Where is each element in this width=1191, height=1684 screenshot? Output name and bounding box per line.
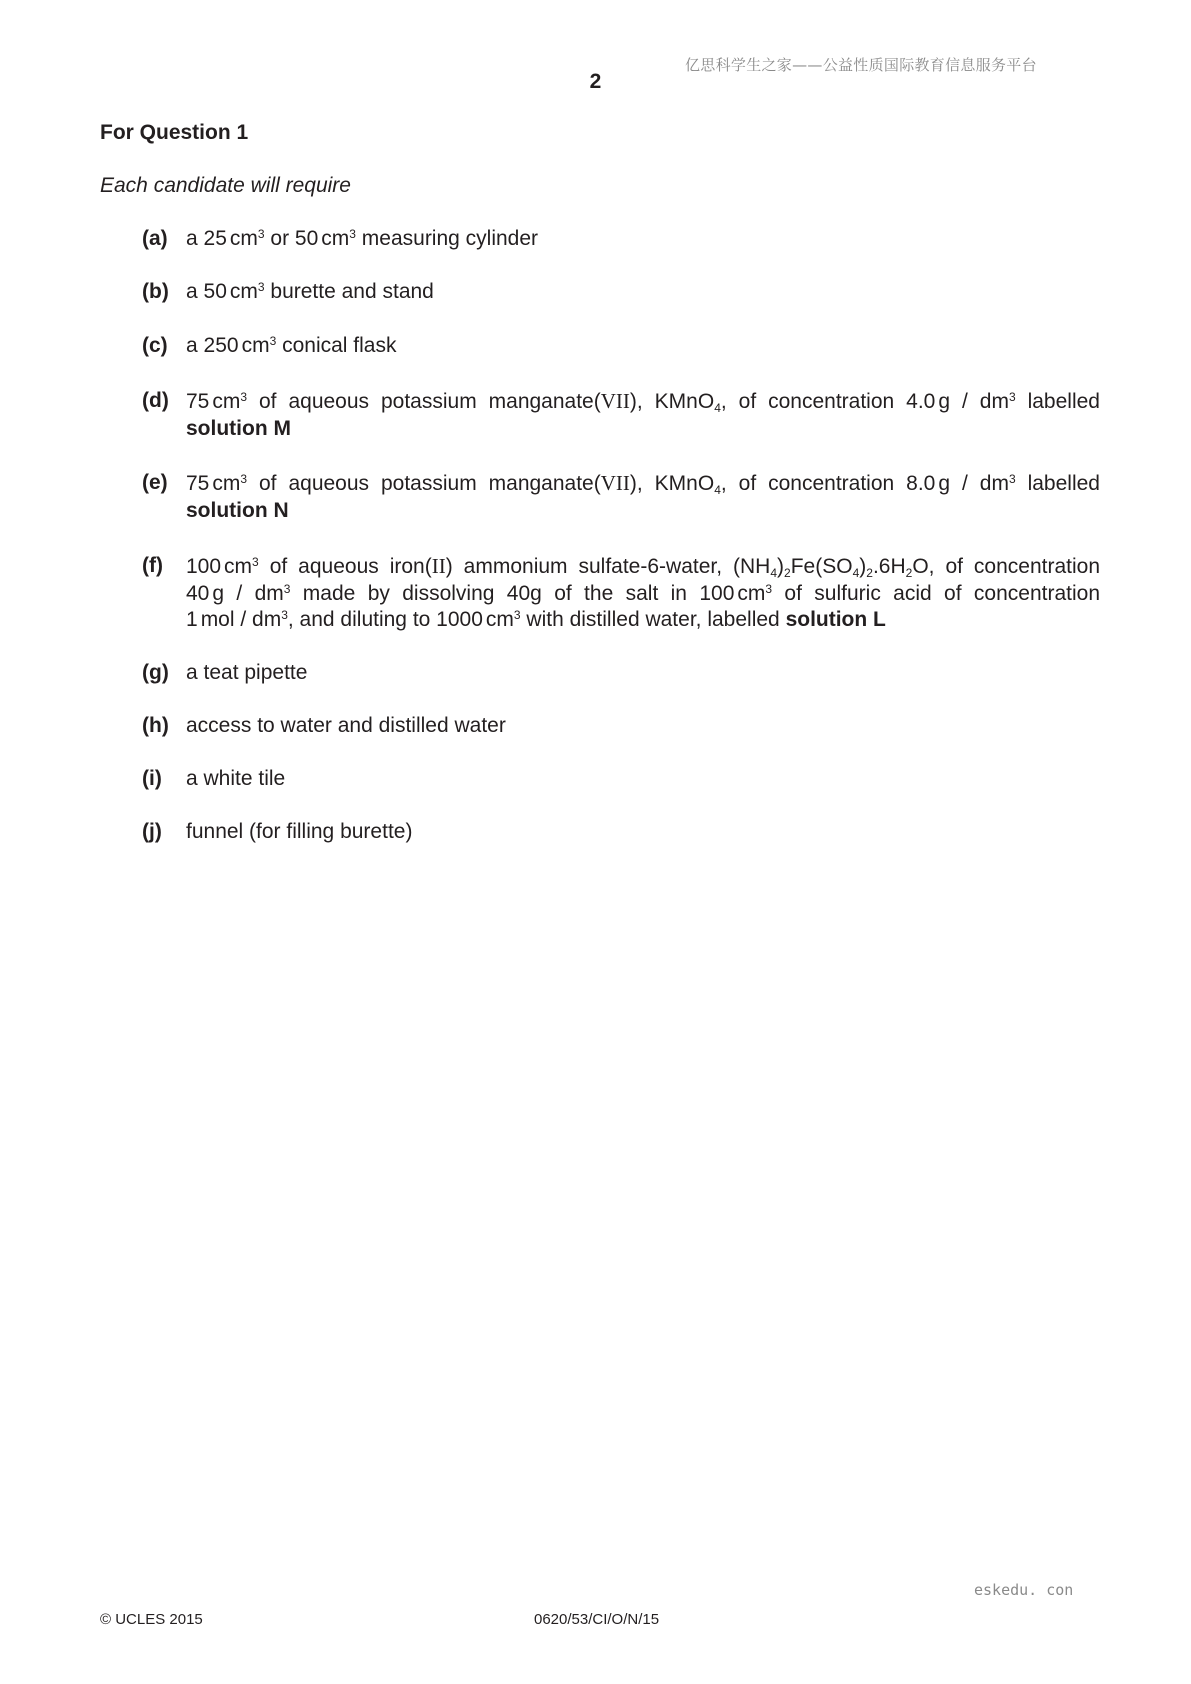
item-text: 75 $cm^3$ of aqueous potassium manganate(VII), KMnO$_4$, of concentration 8.0 g / $dm^3$ labelled solution N bbox=[186, 471, 1100, 522]
list-item-g bbox=[142, 660, 1100, 687]
list-item-i bbox=[142, 766, 1100, 793]
solution-label: solution L bbox=[785, 608, 886, 631]
item-text: a 25 $cm^3$ or 50 $cm^3$ measuring cylinder bbox=[186, 227, 539, 250]
item-label: (d) bbox=[142, 389, 169, 412]
document-code-footer: 0620/53/CI/O/N/15 bbox=[534, 1611, 660, 1628]
item-text: a white tile bbox=[186, 767, 286, 790]
list-item-d bbox=[142, 388, 1100, 442]
item-label: (i) bbox=[142, 767, 162, 790]
item-text: 75 $cm^3$ of aqueous potassium manganate(VII), KMnO$_4$, of concentration 4.0 g / $dm^3$ labelled solution M bbox=[186, 389, 1100, 440]
list-item-c bbox=[142, 333, 1100, 360]
item-text: access to water and distilled water bbox=[186, 714, 506, 737]
item-text: a 50 $cm^3$ burette and stand bbox=[186, 280, 434, 303]
item-label: (b) bbox=[142, 280, 169, 303]
item-label: (h) bbox=[142, 714, 169, 737]
intro-text: Each candidate will require bbox=[100, 174, 351, 197]
solution-label: solution M bbox=[186, 416, 291, 440]
item-text: a teat pipette bbox=[186, 661, 308, 684]
list-item-a bbox=[142, 226, 1100, 253]
item-label: (g) bbox=[142, 661, 169, 684]
list-item-e bbox=[142, 470, 1100, 524]
watermark-header: 亿思科学生之家——公益性质国际教育信息服务平台 bbox=[685, 56, 1037, 74]
item-text: 100 $cm^3$ of aqueous iron(II) ammonium sulfate-6-water, $(NH_4)_2Fe(SO_4)_2.6H_2O$, of concentration 40 g / $dm^3$ made by dissolving 40g of the salt in 100 $cm^3$ of sulfuric acid of concentration 1 mol / $dm^3$, and diluting to 1000 $cm^3$ with distilled water, labelled solution L bbox=[186, 554, 1101, 631]
item-label: (a) bbox=[142, 227, 168, 250]
solution-label: solution N bbox=[186, 498, 289, 522]
page-number: 2 bbox=[589, 70, 602, 93]
question-heading: For Question 1 bbox=[100, 121, 249, 144]
item-label: (e) bbox=[142, 471, 168, 494]
item-label: (f) bbox=[142, 554, 163, 577]
item-text: funnel (for filling burette) bbox=[186, 820, 413, 843]
item-text: a 250 $cm^3$ conical flask bbox=[186, 334, 397, 357]
watermark-footer: eskedu. con bbox=[974, 1581, 1074, 1599]
list-item-b bbox=[142, 279, 1100, 306]
item-label: (j) bbox=[142, 820, 162, 843]
list-item-f bbox=[142, 553, 1100, 634]
copyright-footer: © UCLES 2015 bbox=[100, 1611, 203, 1628]
list-item-h bbox=[142, 713, 1100, 740]
item-label: (c) bbox=[142, 334, 168, 357]
list-item-j bbox=[142, 819, 1100, 846]
